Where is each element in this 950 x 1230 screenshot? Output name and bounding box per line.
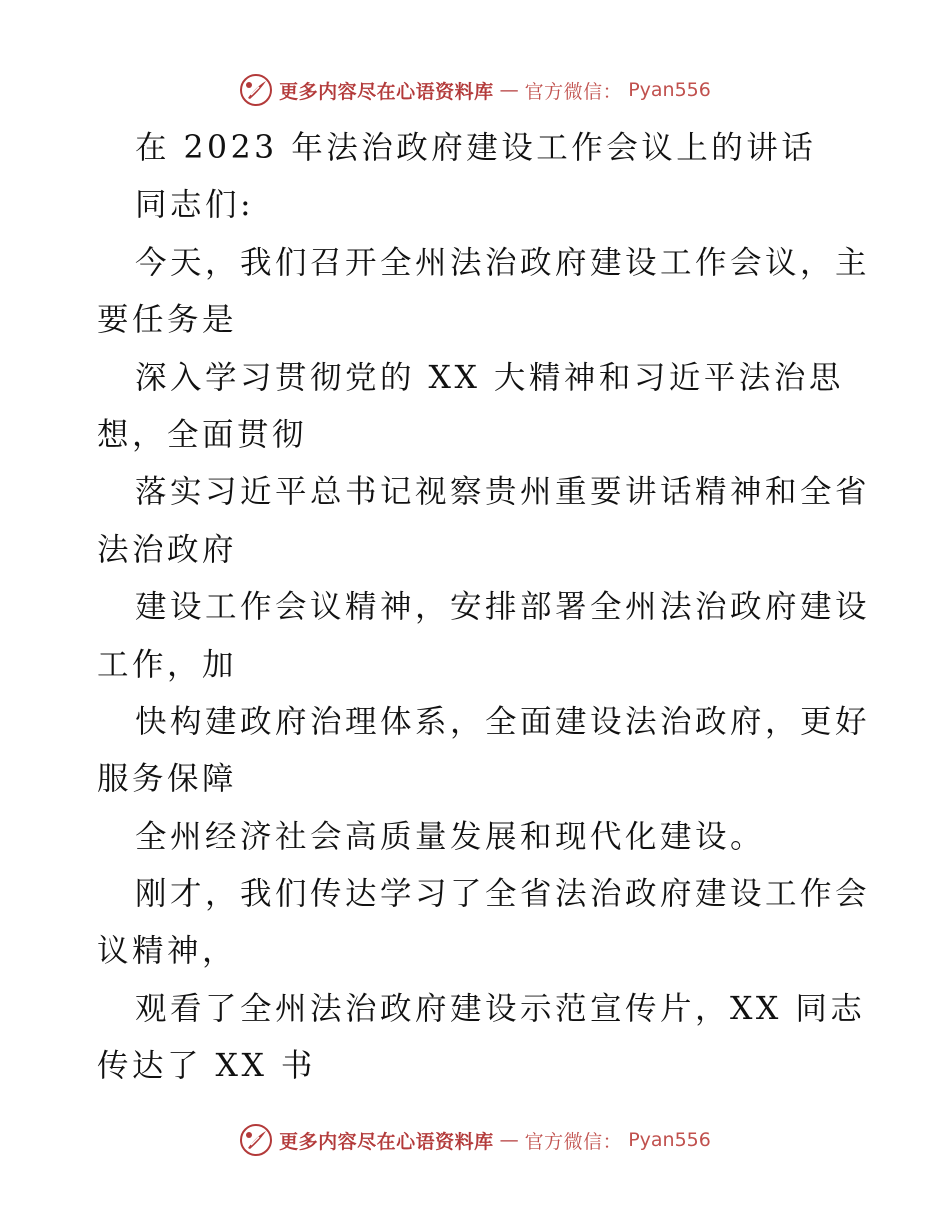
text-line: 观看了全州法治政府建设示范宣传片，XX 同志 <box>135 990 866 1027</box>
banner-slogan: 更多内容尽在心语资料库 <box>279 80 494 103</box>
footer-banner <box>0 1120 950 1160</box>
text-line: 快构建政府治理体系，全面建设法治政府，更好 <box>135 703 871 740</box>
text-line: 传达了 XX 书 <box>97 1048 316 1085</box>
text-line: 落实习近平总书记视察贵州重要讲话精神和全省 <box>135 474 871 511</box>
text-line: 要任务是 <box>97 302 238 339</box>
feather-pen-logo-icon <box>239 73 273 107</box>
banner-dash: — <box>499 1129 519 1151</box>
banner-wechat-id: Pyan556 <box>628 1129 711 1151</box>
feather-pen-logo-icon <box>239 1123 273 1157</box>
text-line: 议精神， <box>97 933 238 970</box>
banner-dash: — <box>499 79 519 101</box>
banner-wechat-id: Pyan556 <box>628 79 711 101</box>
document-body <box>97 120 871 1096</box>
text-line: 想，全面贯彻 <box>97 416 308 453</box>
text-line: 建设工作会议精神，安排部署全州法治政府建设 <box>135 589 871 626</box>
text-line: 深入学习贯彻党的 XX 大精神和习近平法治思 <box>135 359 844 396</box>
document-title: 在 2023 年法治政府建设工作会议上的讲话 <box>135 130 817 166</box>
text-line: 全州经济社会高质量发展和现代化建设。 <box>135 818 766 855</box>
banner-slogan: 更多内容尽在心语资料库 <box>279 1130 494 1153</box>
text-line: 工作，加 <box>97 646 238 683</box>
text-line: 法治政府 <box>97 531 238 568</box>
header-banner <box>0 70 950 110</box>
text-line: 同志们: <box>135 187 255 224</box>
text-line: 今天，我们召开全州法治政府建设工作会议，主 <box>135 244 871 281</box>
text-line: 服务保障 <box>97 761 238 798</box>
banner-official-label: 官方微信： <box>524 1130 623 1153</box>
banner-official-label: 官方微信： <box>524 80 623 103</box>
text-line: 刚才，我们传达学习了全省法治政府建设工作会 <box>135 876 871 913</box>
